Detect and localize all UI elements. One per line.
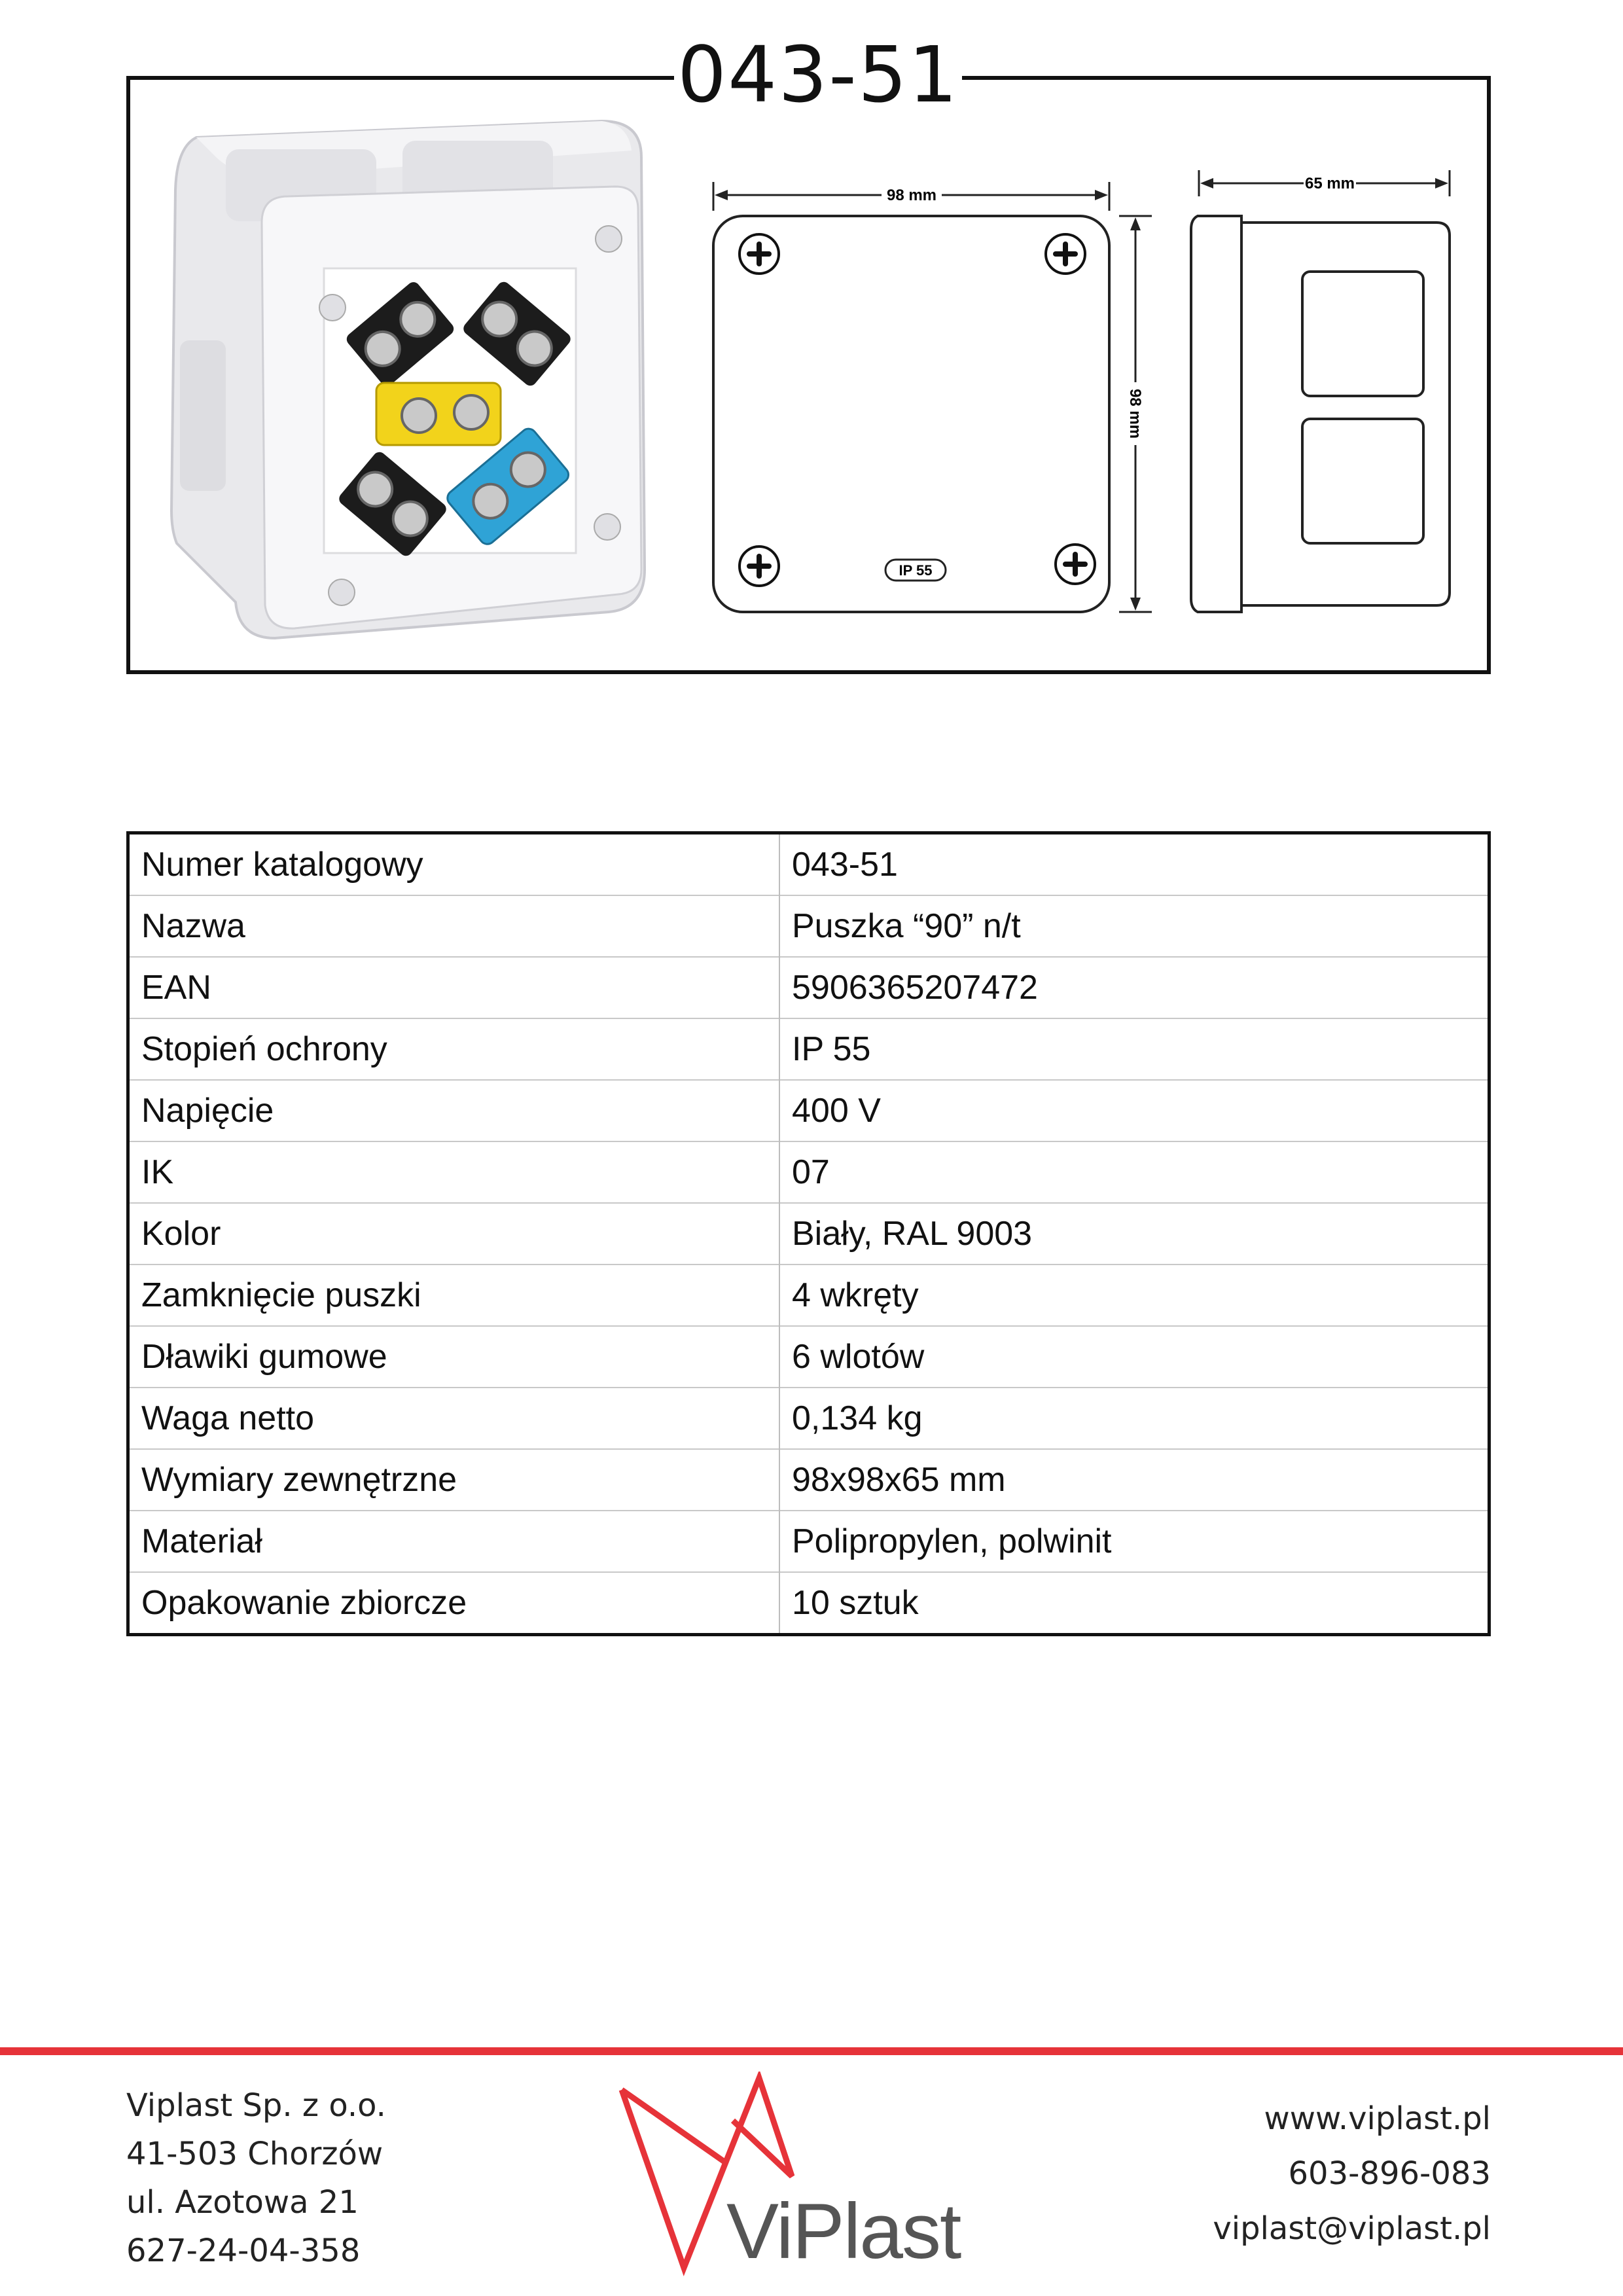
spec-row [128,1265,1489,1326]
spec-key: IK [128,1141,780,1203]
page-title: 043-51 [674,29,962,120]
spec-row [128,1511,1489,1572]
spec-key: Stopień ochrony [128,1018,780,1080]
width-dimension: 98 mm [886,187,937,204]
spec-key: Zamknięcie puszki [128,1265,780,1326]
spec-row [128,1203,1489,1265]
spec-row [128,895,1489,957]
product-photo [171,121,645,638]
spec-value: Puszka “90” n/t [779,895,1489,957]
spec-key: Materiał [128,1511,780,1572]
spec-key: Napięcie [128,1080,780,1141]
spec-value: 6 wlotów [779,1326,1489,1388]
spec-value: Polipropylen, polwinit [779,1511,1489,1572]
spec-key: Numer katalogowy [128,833,780,896]
spec-value: 98x98x65 mm [779,1449,1489,1511]
logo-wordmark: ViPlast [726,2187,961,2275]
spec-key: Nazwa [128,895,780,957]
depth-dimension: 65 mm [1304,175,1355,192]
spec-value: 0,134 kg [779,1388,1489,1449]
spec-key: Kolor [128,1203,780,1265]
side-view [1191,170,1450,612]
spec-key: EAN [128,957,780,1018]
spec-row [128,957,1489,1018]
spec-row [128,1080,1489,1141]
company-street: ul. Azotowa 21 [126,2184,359,2221]
spec-table [126,831,1491,1636]
spec-row [128,1388,1489,1449]
product-drawing [0,0,1623,720]
ip-badge: IP 55 [899,562,933,579]
spec-value: 5906365207472 [779,957,1489,1018]
spec-key: Wymiary zewnętrzne [128,1449,780,1511]
footer-divider [0,2047,1623,2055]
spec-key: Waga netto [128,1388,780,1449]
spec-row [128,1018,1489,1080]
spec-value: 400 V [779,1080,1489,1141]
front-view [713,182,1152,612]
phone-number: 603-896-083 [1288,2155,1491,2192]
spec-key: Opakowanie zbiorcze [128,1572,780,1635]
spec-key: Dławiki gumowe [128,1326,780,1388]
spec-value: IP 55 [779,1018,1489,1080]
spec-row [128,1141,1489,1203]
spec-value: 07 [779,1141,1489,1203]
spec-row [128,1572,1489,1635]
website-link[interactable]: www.viplast.pl [1264,2100,1491,2137]
spec-value: 043-51 [792,846,898,884]
company-name: Viplast Sp. z o.o. [126,2087,386,2124]
spec-value: 4 wkręty [779,1265,1489,1326]
company-city: 41-503 Chorzów [126,2136,383,2172]
email-link[interactable]: viplast@viplast.pl [1213,2210,1491,2247]
spec-value: 10 sztuk [779,1572,1489,1635]
spec-row [128,1449,1489,1511]
spec-row [128,833,1489,896]
company-nip: 627-24-04-358 [126,2233,361,2269]
spec-row [128,1326,1489,1388]
height-dimension: 98 mm [1126,388,1144,439]
company-address [126,2081,386,2275]
contact-info [1213,2091,1491,2256]
spec-value: Biały, RAL 9003 [779,1203,1489,1265]
